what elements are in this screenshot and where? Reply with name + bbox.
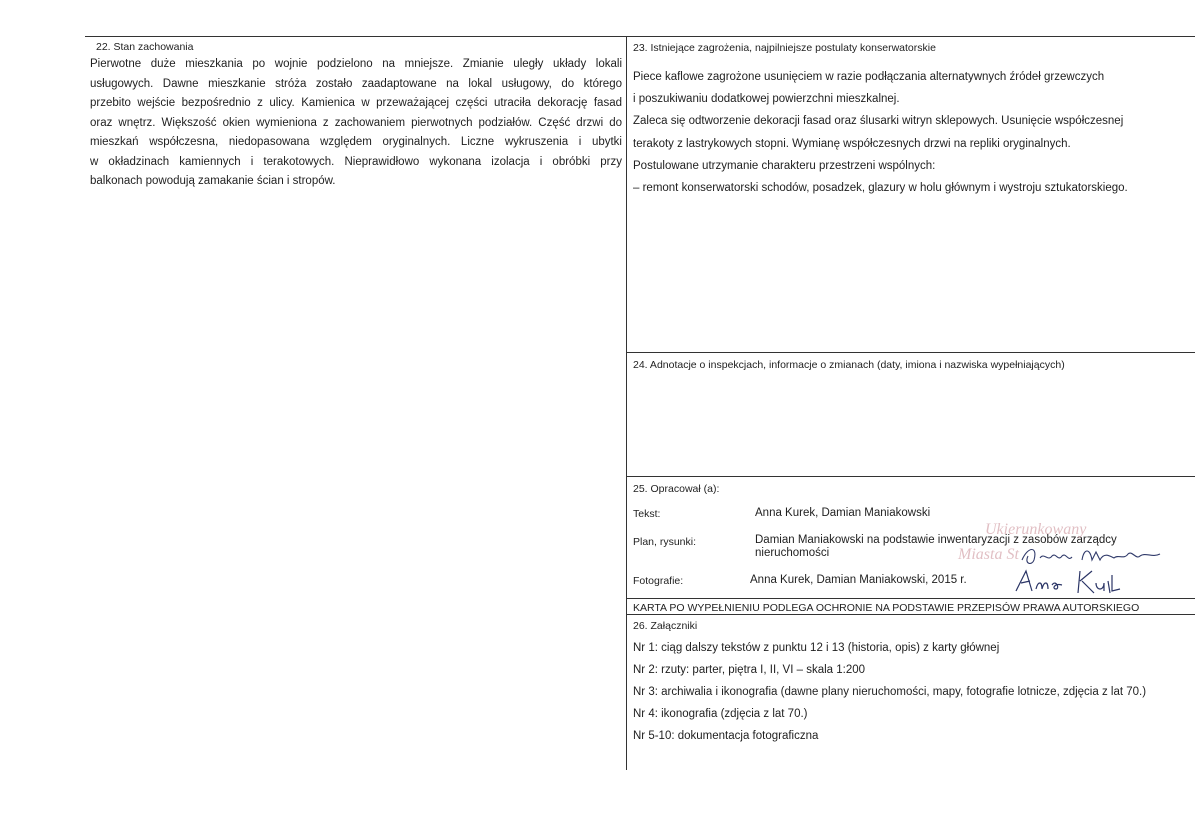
foto-label: Fotografie: (633, 575, 684, 587)
frame-divider-vertical (626, 36, 627, 770)
plan-value-cont: nieruchomości (755, 547, 830, 559)
section-22-line: usługowych. Dawne mieszkanie stróża zostało zaadaptowane na lokal usługowy, do którego (90, 77, 622, 90)
copyright-notice: KARTA PO WYPEŁNIENIU PODLEGA OCHRONIE NA PODSTAWIE PRZEPISÓW PRAWA AUTORSKIEGO (633, 602, 1140, 614)
frame-top-line (85, 36, 1195, 37)
section-22-line: mieszkań współczesna, niedopasowana względem oryginalnych. Liczne wykruszenia i ubytki (90, 136, 622, 148)
divider-before-copyright (626, 598, 1195, 599)
attachment-item: Nr 3: archiwalia i ikonografia (dawne plany nieruchomości, mapy, fotografie lotnicze, zdjęcia z lat 70.) (633, 686, 1147, 698)
tekst-value: Anna Kurek, Damian Maniakowski (755, 507, 931, 519)
section-23-line: Piece kaflowe zagrożone usunięciem w razie podłączania alternatywnych źródeł grzewczych (633, 71, 1105, 83)
attachment-item: Nr 5-10: dokumentacja fotograficzna (633, 730, 819, 742)
tekst-label: Tekst: (633, 508, 661, 520)
section-22-title: 22. Stan zachowania (96, 41, 194, 53)
section-22-line: oraz wnętrz. Większość okien wymieniona z zachowaniem pierwotnych podziałów. Część drzwi do (90, 116, 622, 129)
plan-label: Plan, rysunki: (633, 536, 697, 548)
section-23-body (633, 66, 1128, 199)
section-23-title: 23. Istniejące zagrożenia, najpilniejsze postulaty konserwatorskie (633, 42, 936, 54)
divider-before-24 (626, 352, 1195, 353)
plan-value: Damian Maniakowski na podstawie inwentaryzacji z zasobów zarządcy (755, 534, 1117, 546)
stamp-text: Ukierunkowany (985, 521, 1087, 538)
section-24-title: 24. Adnotacje o inspekcjach, informacje o zmianach (daty, imiona i nazwiska wypełniających) (633, 359, 1065, 371)
signature-damian (1020, 542, 1170, 570)
attachment-item: Nr 1: ciąg dalszy tekstów z punktu 12 i 13 (historia, opis) z karty głównej (633, 642, 1000, 654)
divider-before-26 (626, 614, 1195, 615)
section-22-line: w okładzinach kamiennych i terakotowych. Nieprawidłowo wykonana izolacja i obróbki przy (90, 155, 622, 168)
attachment-item: Nr 4: ikonografia (zdjęcia z lat 70.) (633, 708, 808, 720)
attachment-item: Nr 2: rzuty: parter, piętra I, II, VI – skala 1:200 (633, 664, 866, 676)
section-22-body (90, 55, 622, 192)
signature-anna (1012, 567, 1132, 597)
section-23-line: – remont konserwatorski schodów, posadzek, glazury w holu głównym i wystroju sztukatorskiego. (633, 182, 1128, 195)
stamp-text: Miasta St (958, 546, 1019, 563)
section-22-line: balkonach powodują zamakanie ścian i stropów. (90, 175, 336, 187)
section-22-line: przebito wejście bezpośrednio z ulicy. Kamienica w przeważającej części utraciła dekorację fasad (90, 97, 622, 109)
attachments-list (633, 637, 1146, 747)
divider-before-25 (626, 476, 1195, 477)
section-23-line: terakoty z lastrykowych stopni. Wymianę współczesnych drzwi na repliki oryginalnych. (633, 137, 1071, 150)
section-26-title: 26. Załączniki (633, 620, 698, 632)
section-23-line: Zaleca się odtworzenie dekoracji fasad oraz ślusarki witryn sklepowych. Usunięcie współczesnej (633, 115, 1124, 128)
foto-value: Anna Kurek, Damian Maniakowski, 2015 r. (750, 574, 967, 586)
section-22-line: Pierwotne duże mieszkania po wojnie podzielono na mniejsze. Zmianie uległy układy lokali (90, 58, 622, 70)
section-23-line: i poszukiwaniu dodatkowej powierzchni mieszkalnej. (633, 93, 900, 106)
section-25-title: 25. Opracował (a): (633, 483, 720, 495)
section-23-line: Postulowane utrzymanie charakteru przestrzeni wspólnych: (633, 159, 936, 172)
